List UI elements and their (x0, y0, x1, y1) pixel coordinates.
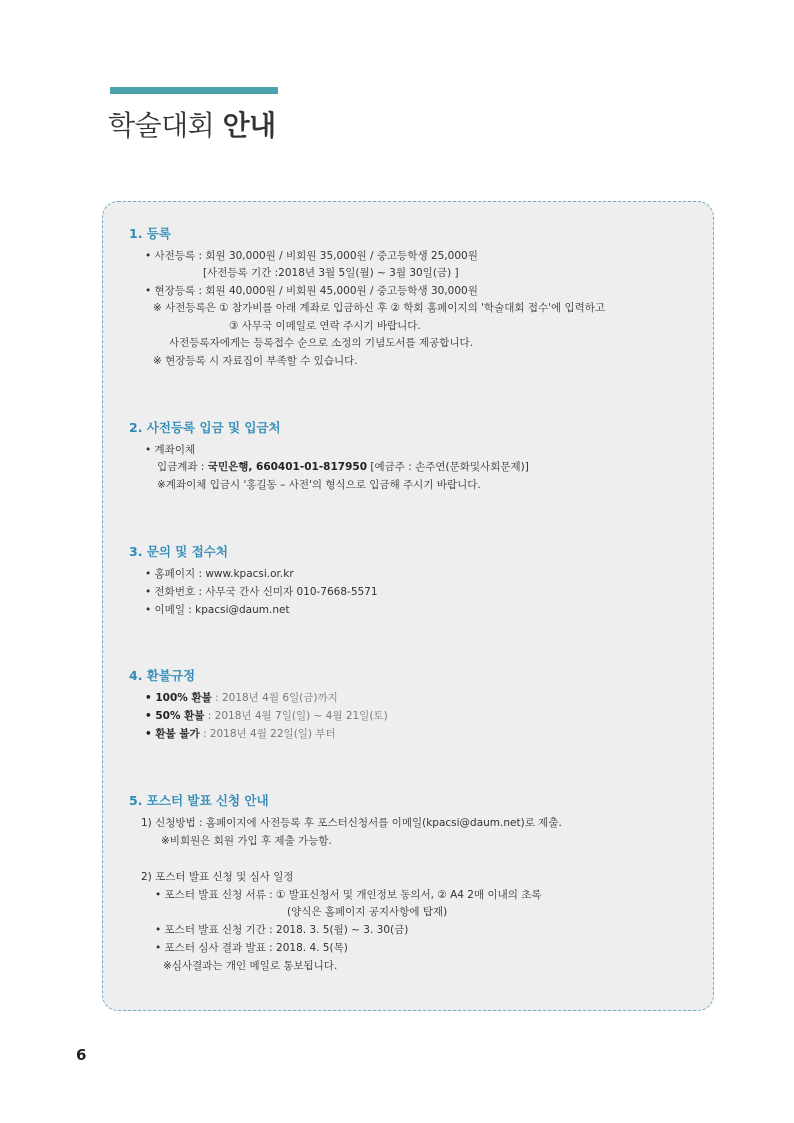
payment-account-number: 국민은행, 660401-01-817950 (207, 461, 368, 473)
payment-account-line (157, 460, 529, 474)
section-poster-title: 5. 포스터 발표 신청 안내 (129, 793, 269, 808)
contact-email: • 이메일 : kpacsi@daum.net (145, 604, 290, 616)
poster-result-note: ※심사결과는 개인 메일로 통보됩니다. (163, 960, 338, 972)
poster-result-date: • 포스터 심사 결과 발표 : 2018. 4. 5(목) (155, 942, 348, 954)
section-registration-title: 1. 등록 (129, 226, 171, 241)
payment-account-holder: [예금주 : 손주연(문화및사회문제)] (370, 461, 529, 473)
section-payment-title: 2. 사전등록 입금 및 입금처 (129, 420, 281, 435)
refund-item (145, 727, 336, 741)
refund-item-label: • 100% 환불 (145, 692, 212, 704)
payment-note: ※계좌이체 입금시 '홍길동 – 사전'의 형식으로 입금해 주시기 바랍니다. (157, 479, 481, 491)
refund-item (145, 709, 388, 723)
registration-pre-period: [사전등록 기간 :2018년 3월 5일(월) ~ 3월 30일(금) ] (203, 267, 459, 279)
contact-phone: • 전화번호 : 사무국 간사 신미자 010-7668-5571 (145, 586, 378, 598)
payment-method: • 계좌이체 (145, 444, 196, 456)
payment-account-label: 입금계좌 : (157, 461, 205, 473)
refund-item (145, 691, 338, 705)
refund-item-label: • 환불 불가 (145, 728, 200, 740)
poster-method-note: ※비회원은 회원 가입 후 제출 가능함. (161, 835, 332, 847)
registration-note-1: ※ 사전등록은 ① 참가비를 아래 계좌로 입금하신 후 ② 학회 홈페이지의 '학술대회 접수'에 입력하고 (153, 302, 606, 314)
refund-item-value: : 2018년 4월 7일(일) ~ 4월 21일(토) (204, 710, 388, 722)
refund-item-label: • 50% 환불 (145, 710, 205, 722)
poster-application-period: • 포스터 발표 신청 기간 : 2018. 3. 5(월) ~ 3. 30(금) (155, 924, 409, 936)
registration-onsite-line: • 현장등록 : 회원 40,000원 / 비회원 45,000원 / 중고등학생 30,000원 (145, 285, 478, 297)
registration-note-4: ※ 현장등록 시 자료집이 부족할 수 있습니다. (153, 355, 358, 367)
registration-note-2: ③ 사무국 이메일로 연락 주시기 바랍니다. (229, 320, 421, 332)
page-title (108, 104, 276, 144)
contact-homepage: • 홈페이지 : www.kpacsi.or.kr (145, 568, 294, 580)
section-contact-title: 3. 문의 및 접수처 (129, 544, 228, 559)
registration-pre-line: • 사전등록 : 회원 30,000원 / 비회원 35,000원 / 중고등학생 25,000원 (145, 250, 478, 262)
page-title-bold: 안내 (222, 109, 276, 142)
poster-documents: • 포스터 발표 신청 서류 : ① 발표신청서 및 개인정보 동의서, ② A4 2매 이내의 초록 (155, 889, 542, 901)
header-accent-bar (110, 87, 278, 94)
refund-item-value: : 2018년 4월 22일(일) 부터 (199, 728, 336, 740)
registration-note-3: 사전등록자에게는 등록접수 순으로 소정의 기념도서를 제공합니다. (169, 337, 474, 349)
poster-documents-note: (양식은 홈페이지 공지사항에 탑재) (287, 906, 448, 918)
refund-item-value: : 2018년 4월 6일(금)까지 (211, 692, 338, 704)
page-number: 6 (76, 1046, 87, 1064)
poster-method: 1) 신청방법 : 홈페이지에 사전등록 후 포스터신청서를 이메일(kpacsi@daum.net)로 제출. (141, 817, 562, 829)
info-box (102, 201, 714, 1011)
page-title-light: 학술대회 (108, 109, 215, 142)
section-refund-title: 4. 환불규정 (129, 668, 196, 683)
poster-schedule-heading: 2) 포스터 발표 신청 및 심사 일정 (141, 871, 294, 883)
